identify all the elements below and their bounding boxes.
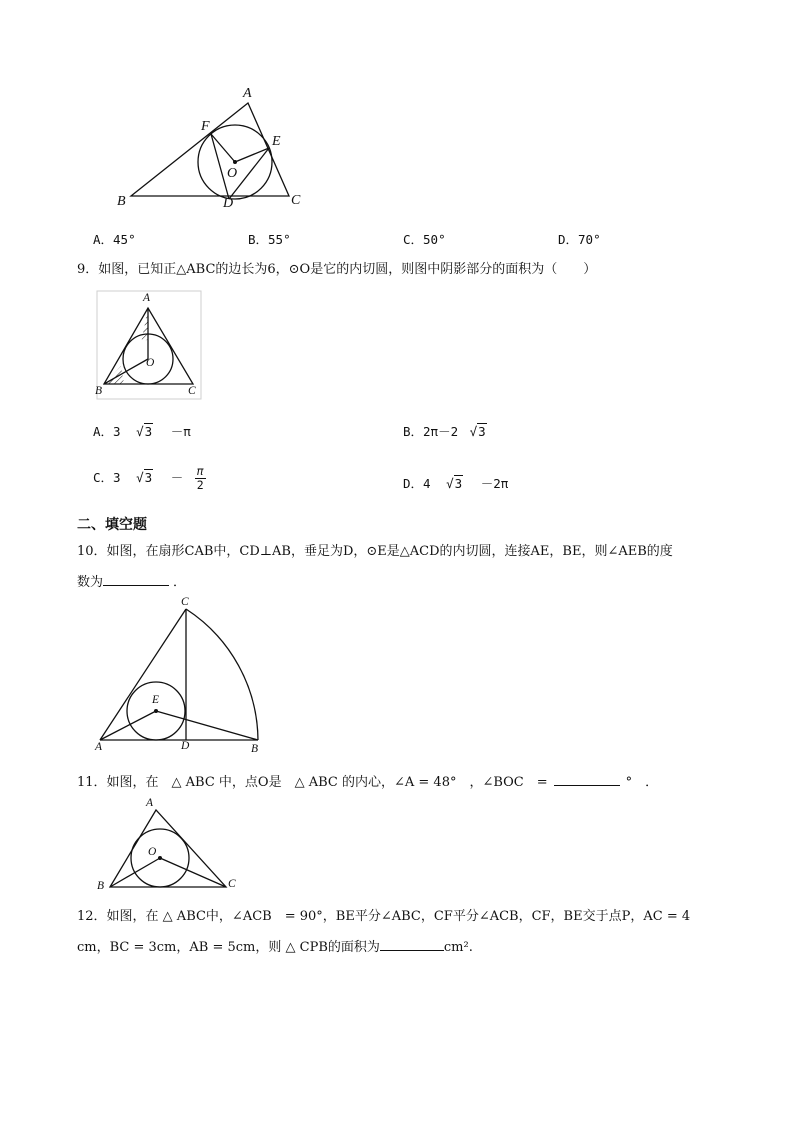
q9-label-a: A — [143, 292, 151, 304]
q8-label-b: B — [117, 194, 126, 209]
triangle-abc — [110, 810, 226, 887]
q9-option-c-radicand: 3 — [144, 470, 153, 485]
q10-label-b: B — [251, 743, 259, 755]
q8-option-a[interactable]: A．45° — [93, 232, 136, 247]
q12-stem-line2 — [77, 936, 473, 955]
q8-option-b[interactable]: B．55° — [248, 232, 291, 247]
q8-label-f: F — [201, 119, 210, 134]
q12-line2-suffix: cm². — [443, 940, 473, 955]
q10-label-d: D — [181, 740, 190, 752]
q9-option-c-prefix: C．3 — [93, 470, 121, 485]
q10-label-a: A — [95, 741, 103, 753]
q9-stem: 9．如图，已知正△ABC的边长为6，⊙O是它的内切圆，则图中阴影部分的面积为（ ） — [77, 262, 597, 277]
q8-label-c: C — [291, 193, 301, 208]
q9-option-a-radicand: 3 — [144, 424, 153, 439]
q9-option-d-radicand: 3 — [454, 476, 463, 491]
q12-stem-line1: 12．如图，在 △ ABC中，∠ACB = 90°，BE平分∠ABC，CF平分∠ACB，CF，BE交于点P，AC = 4 — [77, 909, 691, 924]
q9-option-c-minus: － — [170, 470, 184, 485]
q10-stem-line1: 10．如图，在扇形CAB中，CD⊥AB，垂足为D，⊙E是△ACD的内切圆，连接AE，BE，则∠AEB的度 — [77, 544, 673, 559]
q8-label-e: E — [272, 134, 281, 149]
q11-prefix: 11．如图，在 △ ABC 中，点O是 △ ABC 的内心，∠A = 48° ，∠BOC = — [77, 775, 548, 790]
sqrt-icon: √ — [446, 476, 454, 491]
q10-label-e: E — [152, 694, 160, 706]
sqrt-icon: √ — [469, 424, 478, 439]
q9-option-b-radicand: 3 — [478, 424, 486, 439]
q11-label-c: C — [228, 878, 236, 890]
center-point — [158, 856, 162, 860]
q8-label-a: A — [243, 86, 252, 101]
q11-label-b: B — [97, 880, 105, 892]
q9-label-o: O — [146, 357, 155, 369]
q8-option-c[interactable]: C．50° — [403, 232, 446, 247]
q9-option-a-prefix: A．3 — [93, 424, 121, 439]
q10-line2-suffix: ． — [173, 575, 187, 590]
sqrt-icon: √ — [136, 424, 144, 439]
q9-option-a-suffix: －π — [170, 424, 191, 439]
segment-bo — [110, 858, 160, 887]
segment-co — [160, 858, 226, 887]
q9-option-d-prefix: D．4 — [403, 476, 431, 491]
q11-label-a: A — [146, 797, 154, 809]
q10-line2-prefix: 数为 — [77, 575, 104, 590]
q8-label-d: D — [223, 196, 234, 211]
q12-answer-blank[interactable] — [380, 938, 444, 951]
q9-label-c: C — [188, 385, 196, 397]
q11-label-o: O — [148, 846, 157, 858]
q12-line2-prefix: cm，BC = 3cm，AB = 5cm，则 △ CPB的面积为 — [77, 940, 380, 955]
q9-option-b-prefix: B．2π－2 — [403, 424, 459, 439]
section-title: 二、填空题 — [77, 517, 147, 533]
q9-label-b: B — [95, 385, 103, 397]
q8-label-o: O — [227, 166, 238, 181]
q10-label-c: C — [181, 596, 189, 608]
sqrt-icon: √ — [136, 470, 144, 485]
q11-suffix: ° ． — [625, 775, 659, 790]
q9-option-c-numerator: π — [196, 464, 204, 478]
q9-option-d-suffix: －2π — [480, 476, 509, 491]
q9-option-c-denominator: 2 — [196, 478, 204, 492]
q8-option-d[interactable]: D．70° — [558, 232, 601, 247]
